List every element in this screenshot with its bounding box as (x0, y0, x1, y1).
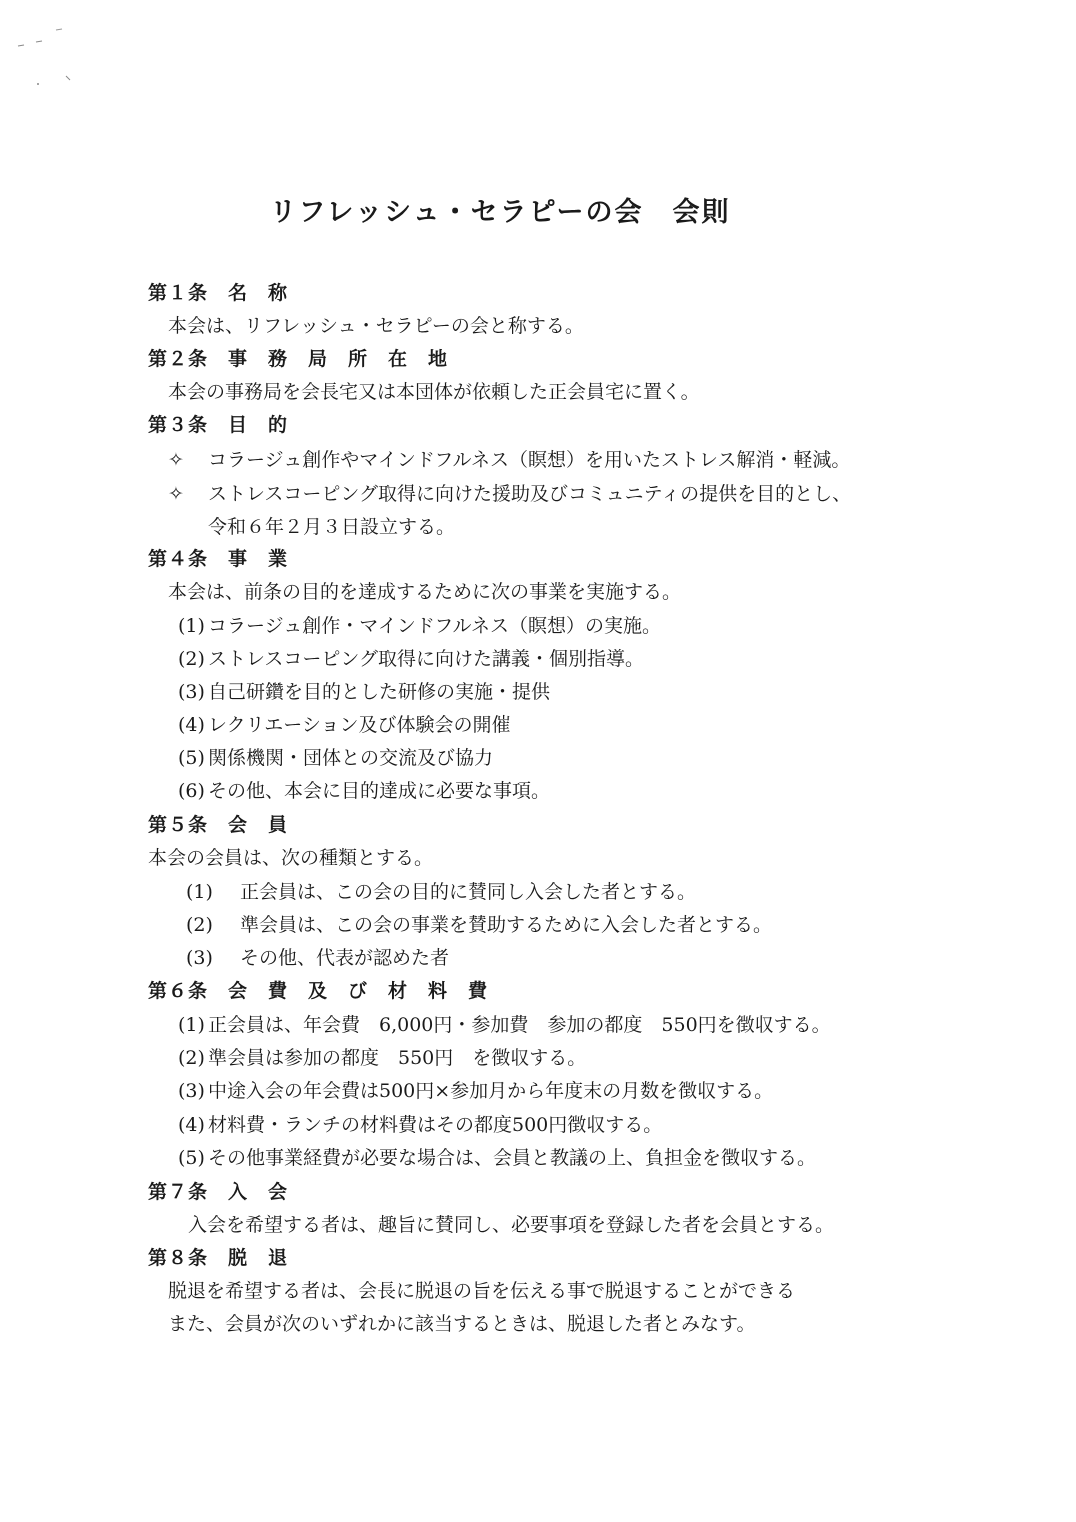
list-item (178, 646, 644, 672)
item-text: 正会員は、年会費 6,000円・参加費 参加の都度 550円を徴収する。 (208, 1014, 831, 1036)
article-6-heading: 第６条 会 費 及 び 材 料 費 (148, 980, 489, 1002)
list-item (178, 712, 510, 738)
article-5-text: 本会の会員は、次の種類とする。 (148, 847, 434, 869)
article-3-bullet-1 (168, 447, 850, 473)
item-text: レクリエーション及び体験会の開催 (208, 714, 511, 736)
list-item (178, 745, 493, 771)
item-text: その他、本会に目的達成に必要な事項。 (208, 780, 551, 802)
item-text: その他事業経費が必要な場合は、会員と教議の上、負担金を徴収する。 (208, 1147, 817, 1169)
item-number: (2) (178, 648, 205, 670)
article-3-bullet-2 (168, 481, 851, 507)
article-7-text: 入会を希望する者は、趣旨に賛同し、必要事項を登録した者を会員とする。 (188, 1214, 835, 1236)
item-text: 正会員は、この会の目的に賛同し入会した者とする。 (240, 881, 697, 903)
item-number: (3) (186, 947, 213, 969)
diamond-bullet-icon: ✧ (168, 449, 184, 471)
list-item (178, 778, 550, 804)
item-text: 準会員は参加の都度 550円 を徴収する。 (208, 1047, 587, 1069)
item-number: (5) (178, 747, 205, 769)
article-4-heading: 第４条 事 業 (148, 548, 289, 570)
list-item (186, 879, 696, 905)
item-text: 関係機関・団体との交流及び協力 (208, 747, 494, 769)
list-item (178, 1145, 816, 1171)
item-number: (1) (178, 1014, 205, 1036)
item-number: (3) (178, 681, 205, 703)
article-3-heading: 第３条 目 的 (148, 414, 289, 436)
article-8-text-2: また、会員が次のいずれかに該当するときは、脱退した者とみなす。 (168, 1313, 756, 1335)
article-1-heading: 第１条 名 称 (148, 282, 289, 304)
item-number: (2) (178, 1047, 205, 1069)
list-item (178, 679, 550, 705)
item-text: 準会員は、この会の事業を賛助するために入会した者とする。 (240, 914, 773, 936)
item-number: (4) (178, 714, 205, 736)
article-5-heading: 第５条 会 員 (148, 814, 289, 836)
scan-specks (0, 0, 100, 90)
list-item (178, 1012, 831, 1038)
article-8-text-1: 脱退を希望する者は、会長に脱退の旨を伝える事で脱退することができる (168, 1280, 796, 1302)
item-number: (5) (178, 1147, 205, 1169)
item-number: (4) (178, 1114, 205, 1136)
diamond-bullet-icon: ✧ (168, 483, 184, 505)
article-7-heading: 第７条 入 会 (148, 1181, 289, 1203)
article-4-text: 本会は、前条の目的を達成するために次の事業を実施する。 (168, 581, 682, 603)
item-number: (2) (186, 914, 213, 936)
item-number: (1) (178, 615, 205, 637)
article-1-text: 本会は、リフレッシュ・セラピーの会と称する。 (168, 315, 584, 337)
item-number: (3) (178, 1080, 205, 1102)
document-title: リフレッシュ・セラピーの会 会則 (269, 197, 731, 228)
article-3-bullet-2-continued: 令和６年２月３日設立する。 (208, 516, 456, 538)
article-8-heading: 第８条 脱 退 (148, 1247, 289, 1269)
item-text: ストレスコーピング取得に向けた講義・個別指導。 (208, 648, 645, 670)
item-text: 材料費・ランチの材料費はその都度500円徴収する。 (208, 1114, 663, 1136)
item-number: (1) (186, 881, 213, 903)
item-text: その他、代表が認めた者 (240, 947, 450, 969)
item-text: 中途入会の年会費は500円×参加月から年度末の月数を徴収する。 (208, 1080, 774, 1102)
list-item (186, 912, 772, 938)
item-number: (6) (178, 780, 205, 802)
bullet-text: コラージュ創作やマインドフルネス（瞑想）を用いたストレス解消・軽減。 (208, 449, 851, 471)
article-2-heading: 第２条 事 務 局 所 在 地 (148, 348, 449, 370)
item-text: コラージュ創作・マインドフルネス（瞑想）の実施。 (208, 615, 661, 637)
list-item (178, 1045, 586, 1071)
item-text: 自己研鑽を目的とした研修の実施・提供 (208, 681, 551, 703)
list-item (178, 1112, 662, 1138)
list-item (178, 613, 661, 639)
article-2-text: 本会の事務局を会長宅又は本団体が依頼した正会員宅に置く。 (168, 381, 700, 403)
list-item (186, 945, 449, 971)
bullet-text: ストレスコーピング取得に向けた援助及びコミュニティの提供を目的とし、 (208, 483, 852, 505)
list-item (178, 1078, 773, 1104)
